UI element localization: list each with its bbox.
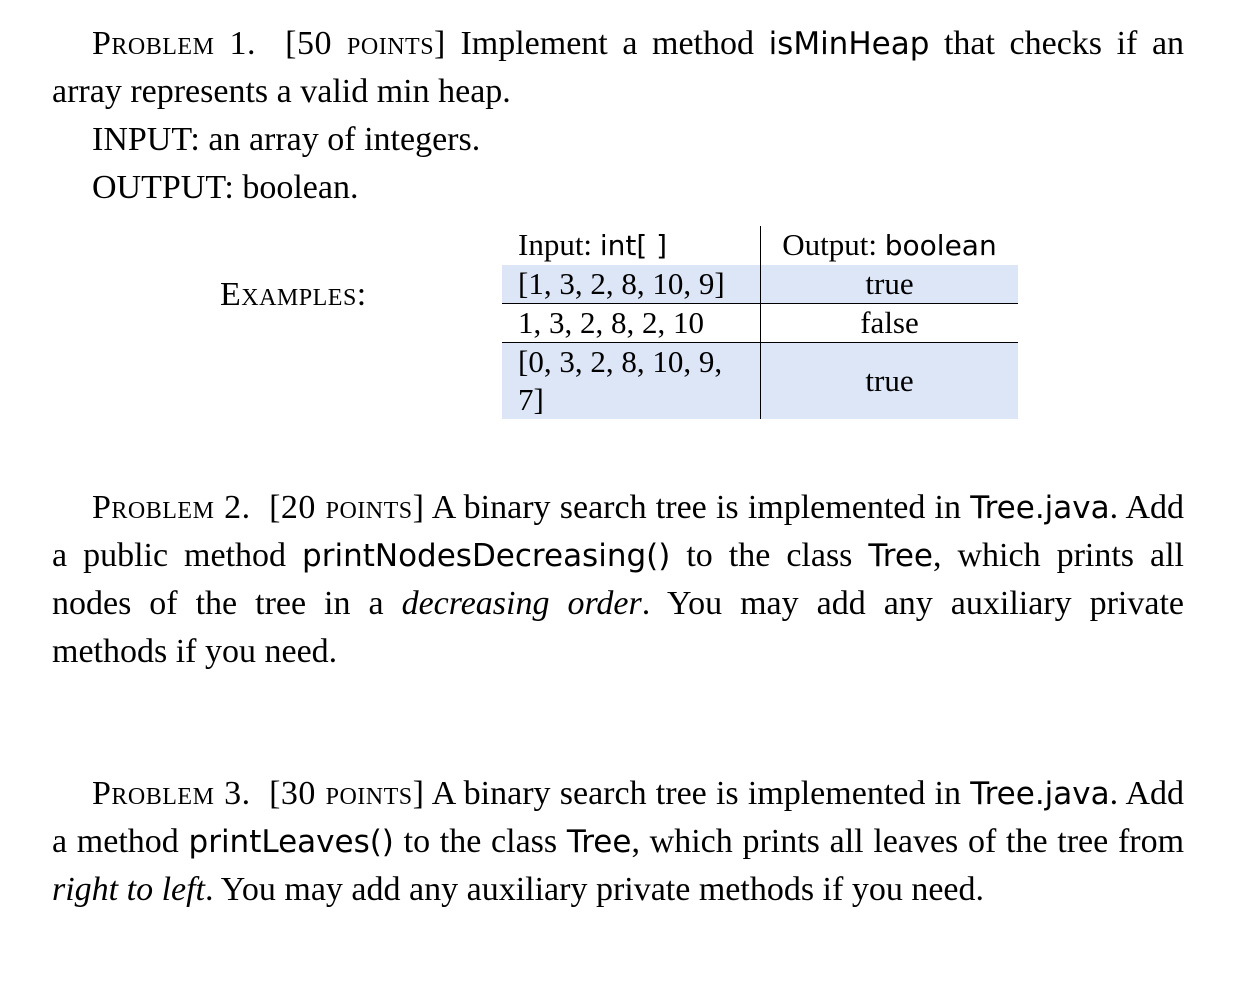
problem-2-class: Tree (868, 538, 933, 574)
examples-header-row (502, 226, 1018, 265)
problem-1-method: isMinHeap (768, 26, 930, 62)
header-output-type: boolean (884, 229, 997, 262)
problem-3-text-d: , which prints all leaves of the tree from (631, 823, 1185, 860)
table-cell-output: true (761, 343, 1019, 420)
examples-table (502, 226, 1018, 419)
table-cell-input: [1, 3, 2, 8, 10, 9] (502, 265, 761, 304)
problem-3-file: Tree.java (970, 776, 1110, 812)
problem-3-text-e: . You may add any auxiliary private methods if you need. (205, 871, 985, 908)
problem-2-text-c: to the class (686, 537, 853, 574)
problem-1-points: [50 points] (285, 25, 446, 62)
table-row (502, 304, 1018, 343)
problem-2-file: Tree.java (970, 490, 1110, 526)
problem-3-class: Tree (566, 824, 632, 860)
table-row (502, 343, 1018, 420)
problem-2-text-b: . Add a public method (52, 489, 1185, 574)
problem-2-text-d: , which prints all nodes of the tree in a (52, 537, 1185, 622)
problem-1-input-line: INPUT: an array of integers. (92, 121, 481, 158)
table-cell-output: false (761, 304, 1019, 343)
problem-1-text-b: that checks if an array represents a valid min heap. (52, 25, 1185, 110)
problem-3 (52, 770, 1184, 914)
examples-block (52, 226, 1184, 417)
problem-3-label: Problem 3. (92, 775, 251, 812)
header-input-prefix: Input: (518, 227, 593, 262)
problem-2 (52, 484, 1184, 676)
problem-3-emphasis: right to left (52, 871, 205, 908)
examples-header-output (761, 226, 1019, 265)
table-cell-input: [0, 3, 2, 8, 10, 9, 7] (502, 343, 761, 420)
problem-3-points: [30 points] (269, 775, 425, 812)
problem-3-text-c: to the class (403, 823, 558, 860)
problem-1 (52, 20, 1184, 116)
header-output-prefix: Output: (782, 227, 878, 262)
header-input-type: int[ ] (599, 229, 668, 262)
problem-3-text-b: . Add a method (52, 775, 1185, 860)
problem-1-label: Problem 1. (92, 25, 256, 62)
table-row (502, 265, 1018, 304)
problem-1-text-a: Implement a method (460, 25, 754, 62)
problem-2-method: printNodesDecreasing() (302, 538, 671, 574)
problem-2-text-e: . You may add any auxiliary private methods if you need. (52, 585, 1184, 670)
problem-1-output-line: OUTPUT: boolean. (92, 169, 359, 206)
problem-2-points: [20 points] (269, 489, 425, 526)
problem-1-io (52, 116, 1184, 212)
document-page (52, 20, 1184, 914)
problem-3-method: printLeaves() (188, 824, 394, 860)
table-cell-input: 1, 3, 2, 8, 2, 10 (502, 304, 761, 343)
problem-2-text-a: A binary search tree is implemented in (431, 489, 962, 526)
examples-label: Examples: (220, 276, 367, 313)
problem-3-text-a: A binary search tree is implemented in (431, 775, 962, 812)
examples-header-input (502, 226, 761, 265)
problem-2-emphasis: decreasing order (401, 585, 642, 622)
table-cell-output: true (761, 265, 1019, 304)
problem-2-label: Problem 2. (92, 489, 251, 526)
